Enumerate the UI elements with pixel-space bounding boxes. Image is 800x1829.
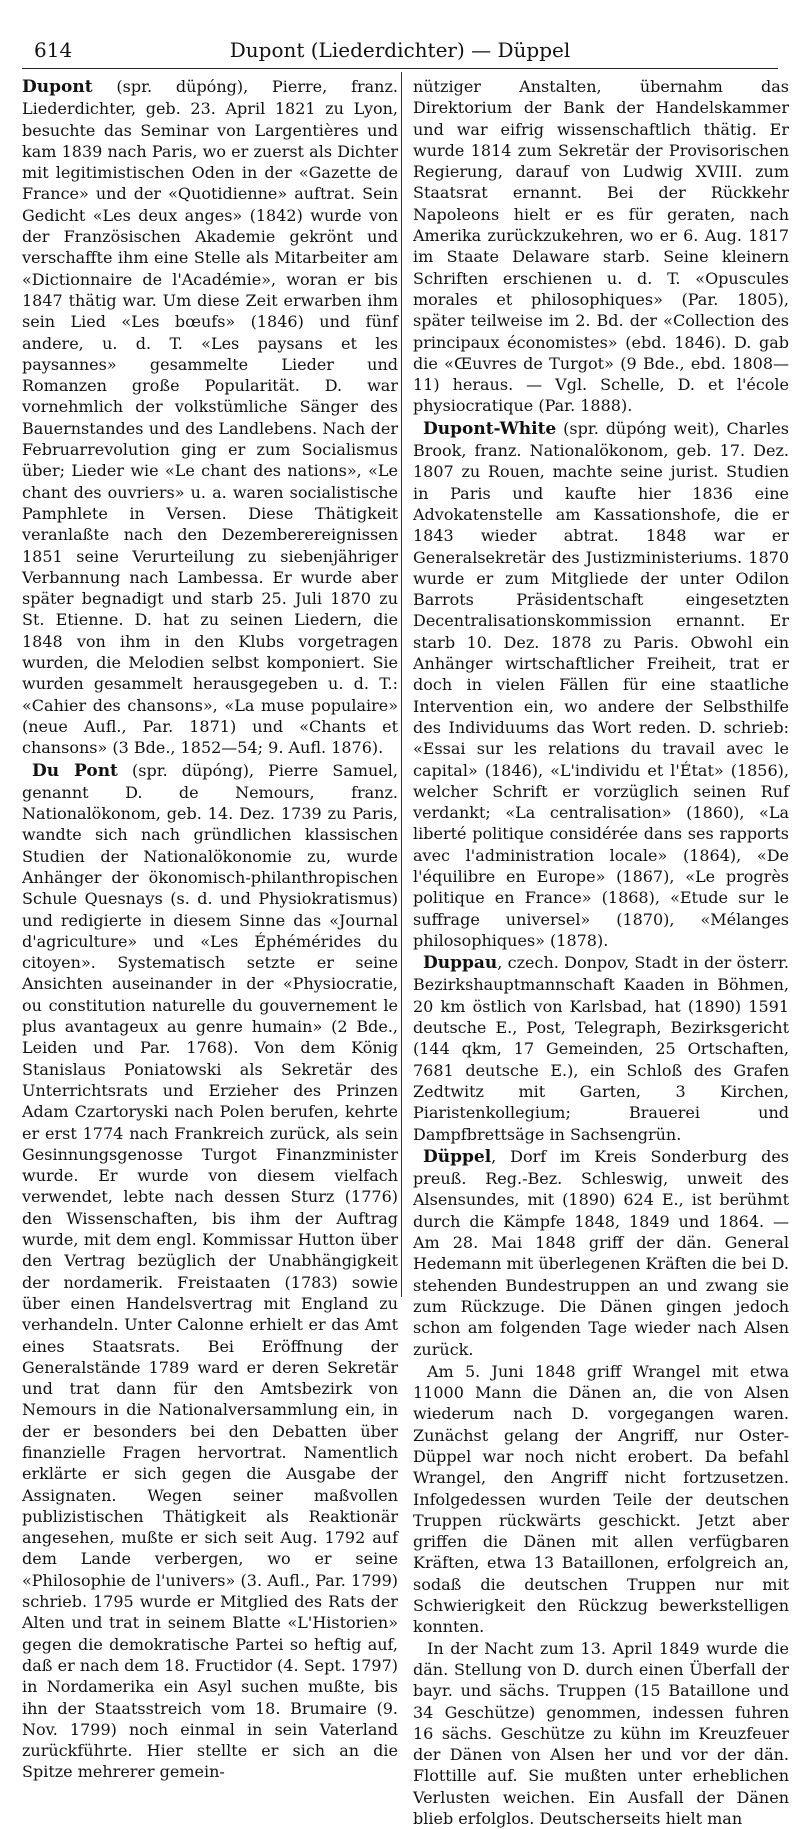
headword: Dupont: [22, 77, 93, 97]
entry-continuation: [413, 76, 789, 417]
entry-text: , Dorf im Kreis Sonderburg des preuß. Reg.-Bez. Schleswig, unweit des Alsensundes, mit (1890) 624 E., ist berühmt durch die Kämpfe 1848, 1849 und 1864. — Am 28. Mai 1848 griff der dän. General Hedemann mit überlegenen Kräften die bei D. stehenden Bundestruppen an und zwang sie zum Rückzuge. Die Dänen gingen jedoch schon am folgenden Tage wieder nach Alsen zurück.: [413, 1146, 789, 1359]
running-title: Dupont (Liederdichter) — Düppel: [229, 38, 571, 62]
column-divider: [401, 72, 402, 1297]
entry-dupont: [22, 76, 398, 759]
entry-text: (spr. düpóng), Pierre, franz. Liederdichter, geb. 23. April 1821 zu Lyon, besuchte das Seminar von Largentières und kam 1839 nach Paris, wo er zuerst als Dichter mit legitimistischen Oden in der «Gazette de France» und der «Quotidienne» auftrat. Sein Gedicht «Les deux anges» (1842) wurde von der Französischen Akademie gekrönt und verschaffte ihm eine Stelle als Mitarbeiter am «Dictionnaire de l'Académie», woran er bis 1847 thätig war. Um diese Zeit erwarben ihm sein Lied «Les bœufs» (1846) und fünf andere, u. d. T. «Les paysans et les paysannes» gesammelte Lieder und Romanzen große Popularität. D. war vornehmlich der volkstümliche Sänger des Bauernstandes und des Landlebens. Nach der Februarrevolution ging er zum Socialismus über; Lieder wie «Le chant des nations», «Le chant des ouvriers» u. a. waren socialistische Pamphlete in Versen. Diese Thätigkeit veranlaßte nach den Dezemberereignissen 1851 seine Verurteilung zu siebenjähriger Verbannung nach Lambessa. Er wurde aber später begnadigt und starb 25. Juli 1870 zu St. Etienne. D. hat zu seinen Liedern, die 1848 von ihm in den Klubs vorgetragen wurden, die Melodien selbst komponiert. Sie wurden gesammelt herausgegeben u. d. T.: «Cahier des chansons», «La muse populaire» (neue Aufl., Par. 1871) und «Chants et chansons» (3 Bde., 1852—54; 9. Aufl. 1876).: [22, 77, 398, 758]
paragraph: Am 5. Juni 1848 griff Wrangel mit etwa 11000 Mann die Dänen an, die von Alsen wiederum nach D. vorgegangen waren. Zunächst gelang der Angriff, nur Oster-Düppel war noch nicht erobert. Da befahl Wrangel, den Angriff nicht fortzusetzen. Infolgedessen wurden Teile der deutschen Truppen rückwärts geschickt. Jetzt aber griffen die Dänen mit allen verfügbaren Kräften, etwa 13 Bataillonen, erfolgreich an, sodaß die deutschen Truppen nur mit Schwierigkeit den Rückzug bewerkstelligen konnten.: [413, 1361, 789, 1637]
entry-text: , czech. Donpov, Stadt in der österr. Bezirkshauptmannschaft Kaaden in Böhmen, 20 km östlich von Karlsbad, hat (1890) 1591 deutsche E., Post, Telegraph, Bezirksgericht (144 qkm, 17 Gemeinden, 25 Ortschaften, 7681 deutsche E.), ein Schloß des Grafen Zedtwitz mit Garten, 3 Kirchen, Piaristenkollegium; Brauerei und Dampfbrettsäge in Sachsengrün.: [413, 953, 789, 1144]
headword: Düppel: [423, 1146, 492, 1167]
right-column: [413, 76, 789, 1829]
headword: Duppau: [423, 953, 498, 974]
page-header: [0, 0, 800, 70]
page-number: 614: [34, 38, 73, 62]
entry-text: nütziger Anstalten, übernahm das Direktorium der Bank der Handelskammer und war eifrig wissenschaftlich thätig. Er wurde 1814 zum Sekretär der Provisorischen Regierung, darauf von Ludwig XVIII. zum Staatsrat ernannt. Bei der Rückkehr Napoleons hielt er es für geraten, nach Amerika zurückzukehren, wo er 6. Aug. 1817 im Staate Delaware starb. Seine kleinern Schriften erschienen u. d. T. «Opuscules morales et philosophiques» (Par. 1805), später teilweise im 2. Bd. der «Collection des principaux économistes» (ebd. 1846). D. gab die «Œuvres de Turgot» (9 Bde., ebd. 1808—11) heraus. — Vgl. Schelle, D. et l'école physiocratique (Par. 1888).: [413, 77, 789, 416]
entry-duppau: [413, 952, 789, 1145]
entry-text: (spr. düpóng), Pierre Samuel, genannt D. de Nemours, franz. Nationalökonom, geb. 14. Dez. 1739 zu Paris, wandte sich nach gründlichen klassischen Studien der Nationalökonomie zu, wurde Anhänger der ökonomisch-philanthropischen Schule Quesnays (s. d. und Physiokratismus) und redigierte in diesem Sinne das «Journal d'agriculture» und «Les Éphémérides du citoyen». Systematisch setzte er seine Ansichten auseinander in der «Physiocratie, ou constitution naturelle du gouvernement le plus avantageux au genre humain» (2 Bde., Leiden und Par. 1768). Von dem König Stanislaus Poniatowski als Sekretär des Unterrichtsrats und Erzieher des Prinzen Adam Czartoryski nach Polen berufen, kehrte er erst 1774 nach Frankreich zurück, als sein Gesinnungsgenosse Turgot Finanzminister wurde. Er wurde von diesem vielfach verwendet, lebte nach dessen Sturz (1776) den Wissenschaften, bis ihm der Auftrag wurde, mit dem engl. Kommissar Hutton über den Vertrag bezüglich der Unabhängigkeit der nordamerik. Freistaaten (1783) sowie über einen Handelsvertrag mit England zu verhandeln. Unter Calonne erhielt er das Amt eines Staatsrats. Bei Eröffnung der Generalstände 1789 ward er deren Sekretär und trat dann für den Amtsbezirk von Nemours in die Nationalversammlung ein, in der er besonders bei den Debatten über finanzielle Fragen hervortrat. Namentlich erklärte er sich gegen die Ausgabe der Assignaten. Wegen seiner maßvollen publizistischen Thätigkeit als Reaktionär angesehen, mußte er sich seit Aug. 1792 auf dem Lande verbergen, wo er seine «Philosophie de l'univers» (3. Aufl., Par. 1799) schrieb. 1795 wurde er Mitglied des Rats der Alten und trat in seinem Blatte «L'Historien» gegen die demokratische Partei so heftig auf, daß er nach dem 18. Fructidor (4. Sept. 1797) in Nordamerika ein Asyl suchen mußte, bis ihn der Staatsstreich vom 18. Brumaire (9. Nov. 1799) noch einmal in sein Vaterland zurückführte. Hier stellte er sich an die Spitze mehrerer gemein-: [22, 760, 398, 1782]
headword: Du Pont: [32, 760, 118, 781]
entry-du-pont: [22, 760, 398, 1783]
entry-dueppel: [413, 1146, 789, 1360]
paragraph: In der Nacht zum 13. April 1849 wurde die dän. Stellung von D. durch einen Überfall der bayr. und sächs. Truppen (15 Bataillone und 34 Geschütze) genommen, indessen fuhren 16 sächs. Geschütze zu kühn im Kreuzfeuer der Dänen von Alsen her und vor der dän. Flottille auf. Sie mußten unter erheblichen Verlusten weichen. Ein Ausfall der Dänen blieb erfolglos. Deutscherseits hielt man: [413, 1638, 789, 1829]
headword: Dupont-White: [423, 418, 557, 439]
left-column: [22, 76, 398, 1784]
entry-dupont-white: [413, 418, 789, 951]
entry-text: (spr. düpóng weit), Charles Brook, franz. Nationalökonom, geb. 17. Dez. 1807 zu Rouen, machte seine jurist. Studien in Paris und kaufte hier 1836 eine Advokatenstelle am Kassationshofe, die er 1843 wieder abtrat. 1848 war er Generalsekretär des Justizministeriums. 1870 wurde er zum Mitgliede der unter Odilon Barrots Präsidentschaft eingesetzten Decentralisationskommission ernannt. Er starb 10. Dez. 1878 zu Paris. Obwohl ein Anhänger wirtschaftlicher Freiheit, trat er doch in vielen Fällen für eine staatliche Intervention ein, wo andere der Selbsthilfe des Individuums das Wort reden. D. schrieb: «Essai sur les relations du travail avec le capital» (1846), «L'individu et l'État» (1856), welcher Schrift er vorzüglich seinen Ruf verdankt; «La centralisation» (1860), «La liberté politique considérée dans ses rapports avec l'administration locale» (1864), «De l'équilibre en Europe» (1867), «Le progrès politique en France» (1868), «Etude sur le suffrage universel» (1870), «Mélanges philosophiques» (1878).: [413, 418, 789, 950]
header-rule: [22, 68, 778, 69]
